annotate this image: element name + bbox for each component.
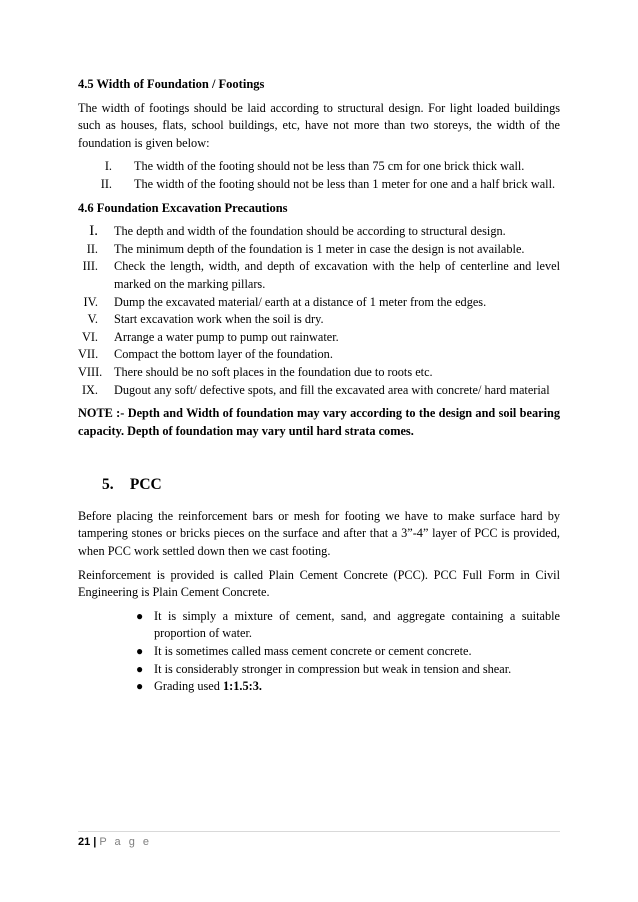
list-number: VII.	[78, 347, 99, 362]
list-item	[78, 382, 560, 400]
section-number: 5.	[102, 476, 114, 494]
grading-item	[154, 678, 560, 696]
grading-label: Grading used	[154, 679, 223, 694]
bullet-icon: ●	[136, 679, 144, 694]
list-item	[78, 223, 560, 241]
page-footer	[78, 836, 152, 848]
list-text: The minimum depth of the foundation is 1 meter in case the design is not available.	[114, 241, 525, 256]
footer-divider	[78, 831, 560, 832]
list-text: Compact the bottom layer of the foundation.	[114, 347, 333, 362]
list-item	[136, 608, 560, 643]
list-text: It is simply a mixture of cement, sand, and aggregate containing a suitable proportion of water.	[154, 608, 560, 641]
section-title: PCC	[129, 476, 162, 494]
list-item	[78, 346, 560, 364]
list-text: The depth and width of the foundation should be according to structural design.	[114, 224, 506, 239]
list-item	[78, 364, 560, 382]
bullet-icon: ●	[136, 608, 144, 623]
list-item	[136, 678, 560, 696]
list-number: II.	[86, 241, 98, 256]
section-4-5-intro: The width of footings should be laid according to structural design. For light loaded buildings such as houses, flats, school buildings, etc, have not more than two storeys, the width of the foundation is given below:	[78, 100, 560, 150]
list-item	[78, 294, 560, 312]
list-text: Dump the excavated material/ earth at a distance of 1 meter from the edges.	[114, 294, 487, 309]
list-text: Check the length, width, and depth of excavation with the help of centerline and level marked on the marking pillars.	[114, 259, 560, 291]
bullet-icon: ●	[136, 661, 144, 676]
list-item	[136, 643, 560, 661]
page-number: 21	[78, 836, 91, 848]
list-text: Start excavation work when the soil is dry.	[114, 312, 324, 327]
list-number: IX.	[81, 382, 98, 397]
list-item	[78, 258, 560, 293]
section-4-5-heading: 4.5 Width of Foundation / Footings	[78, 77, 265, 91]
bullet-icon: ●	[136, 644, 144, 659]
list-number: VI.	[81, 329, 98, 344]
page-content	[78, 76, 560, 696]
pcc-paragraph-1: Before placing the reinforcement bars or mesh for footing we have to make surface hard by tampering stones or bricks pieces on the surface and after that a 3”-4” layer of PCC is provided, when PCC work settled down then we cast footing.	[78, 508, 560, 559]
list-text: It is sometimes called mass cement concrete or cement concrete.	[154, 644, 472, 659]
list-item	[136, 661, 560, 679]
list-item	[78, 176, 560, 194]
section-4-6-heading: 4.6 Foundation Excavation Precautions	[78, 200, 288, 215]
list-item	[78, 329, 560, 347]
pcc-bullet-list	[78, 608, 560, 696]
footing-width-list	[78, 158, 560, 193]
list-item	[78, 311, 560, 329]
list-item	[78, 158, 560, 176]
section-5-heading	[102, 476, 560, 494]
list-number: III.	[82, 259, 98, 274]
list-text: Dugout any soft/ defective spots, and fill the excavated area with concrete/ hard material	[114, 382, 550, 397]
list-number: I.	[89, 223, 98, 240]
list-number: IV.	[83, 294, 98, 309]
excavation-precautions-list	[78, 223, 560, 399]
page-label: P a g e	[99, 836, 152, 848]
grading-value: 1:1.5:3.	[222, 679, 262, 694]
list-text: There should be no soft places in the foundation due to roots etc.	[114, 364, 433, 379]
list-number: V.	[87, 312, 98, 327]
pcc-paragraph-2: Reinforcement is provided is called Plain Cement Concrete (PCC). PCC Full Form in Civil Engineering is Plain Cement Concrete.	[78, 567, 560, 600]
foundation-note: NOTE :- Depth and Width of foundation may vary according to the design and soil bearing capacity. Depth of foundation may vary until hard strata comes.	[78, 406, 560, 438]
list-text: Arrange a water pump to pump out rainwater.	[114, 329, 339, 344]
list-text: It is considerably stronger in compression but weak in tension and shear.	[154, 661, 512, 676]
list-number: VIII.	[78, 364, 103, 379]
list-text: The width of the footing should not be less than 75 cm for one brick thick wall.	[134, 159, 525, 174]
footer-separator: |	[93, 836, 97, 848]
list-number: I.	[104, 159, 112, 174]
list-item	[78, 241, 560, 259]
list-text: The width of the footing should not be less than 1 meter for one and a half brick wall.	[134, 176, 556, 191]
list-number: II.	[100, 176, 112, 191]
